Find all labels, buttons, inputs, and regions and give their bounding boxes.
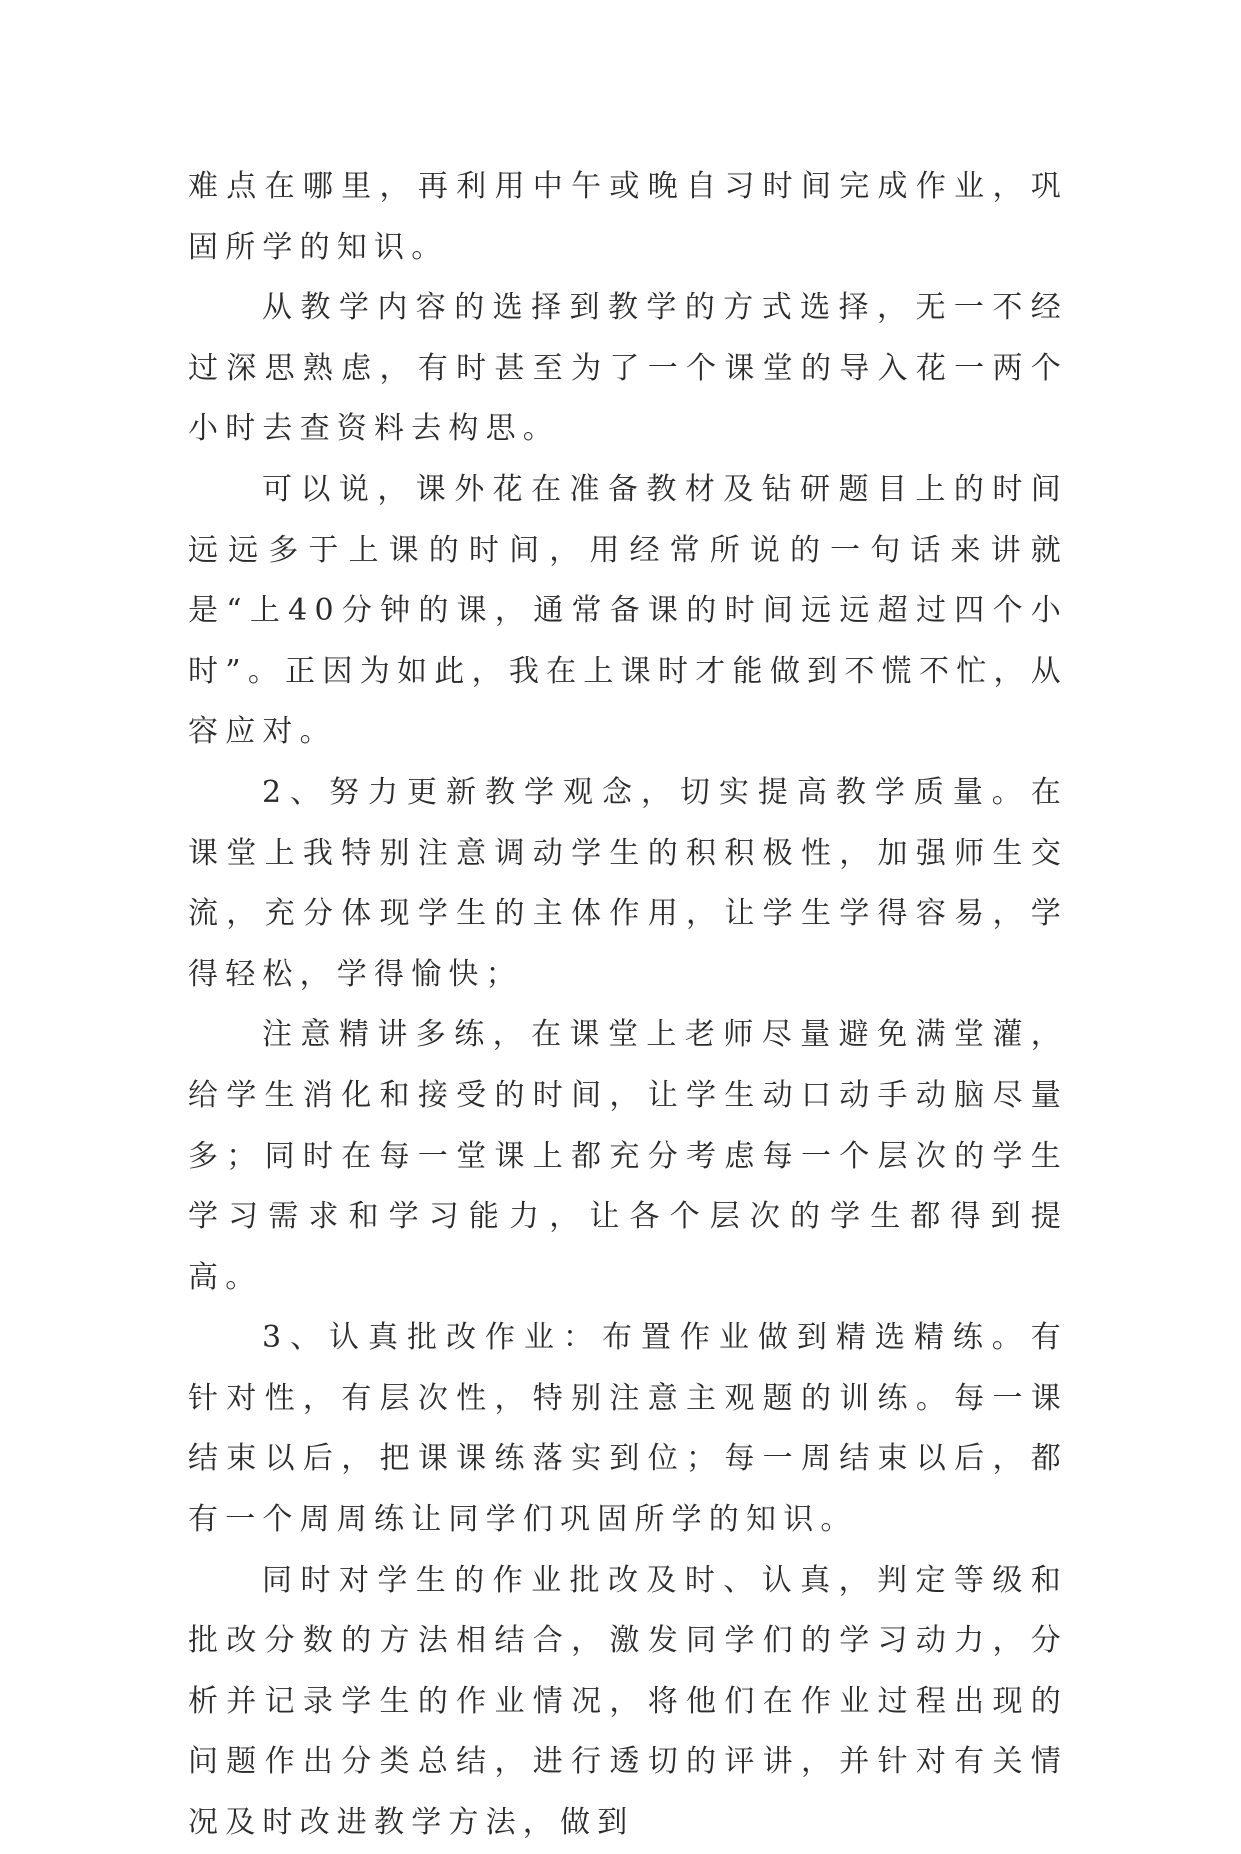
paragraph-4: 2、努力更新教学观念，切实提高教学质量。在课堂上我特别注意调动学生的积积极性，加强师生交流，充分体现学生的主体作用，让学生学得容易，学得轻松，学得愉快；	[188, 774, 1068, 992]
paragraph-3: 可以说，课外花在准备教材及钻研题目上的时间远远多于上课的时间，用经常所说的一句话来讲就是“上40分钟的课，通常备课的时间远远超过四个小时”。正因为如此，我在上课时才能做到不慌不忙，从容应对。	[188, 471, 1068, 750]
body-text	[188, 157, 1068, 1854]
paragraph-2: 从教学内容的选择到教学的方式选择，无一不经过深思熟虑，有时甚至为了一个课堂的导入花一两个小时去查资料去构思。	[188, 290, 1068, 447]
paragraph-7: 同时对学生的作业批改及时、认真，判定等级和批改分数的方法相结合，激发同学们的学习动力，分析并记录学生的作业情况，将他们在作业过程出现的问题作出分类总结，进行透切的评讲，并针对有关情况及时改进教学方法，做到	[188, 1562, 1068, 1841]
paragraph-1: 难点在哪里，再利用中午或晚自习时间完成作业，巩固所学的知识。	[188, 169, 1068, 265]
paragraph-5: 注意精讲多练，在课堂上老师尽量避免满堂灌，给学生消化和接受的时间，让学生动口动手动脑尽量多；同时在每一堂课上都充分考虑每一个层次的学生学习需求和学习能力，让各个层次的学生都得到提高。	[188, 1017, 1068, 1295]
paragraph-6: 3、认真批改作业：布置作业做到精选精练。有针对性，有层次性，特别注意主观题的训练。每一课结束以后，把课课练落实到位；每一周结束以后，都有一个周周练让同学们巩固所学的知识。	[188, 1320, 1068, 1538]
